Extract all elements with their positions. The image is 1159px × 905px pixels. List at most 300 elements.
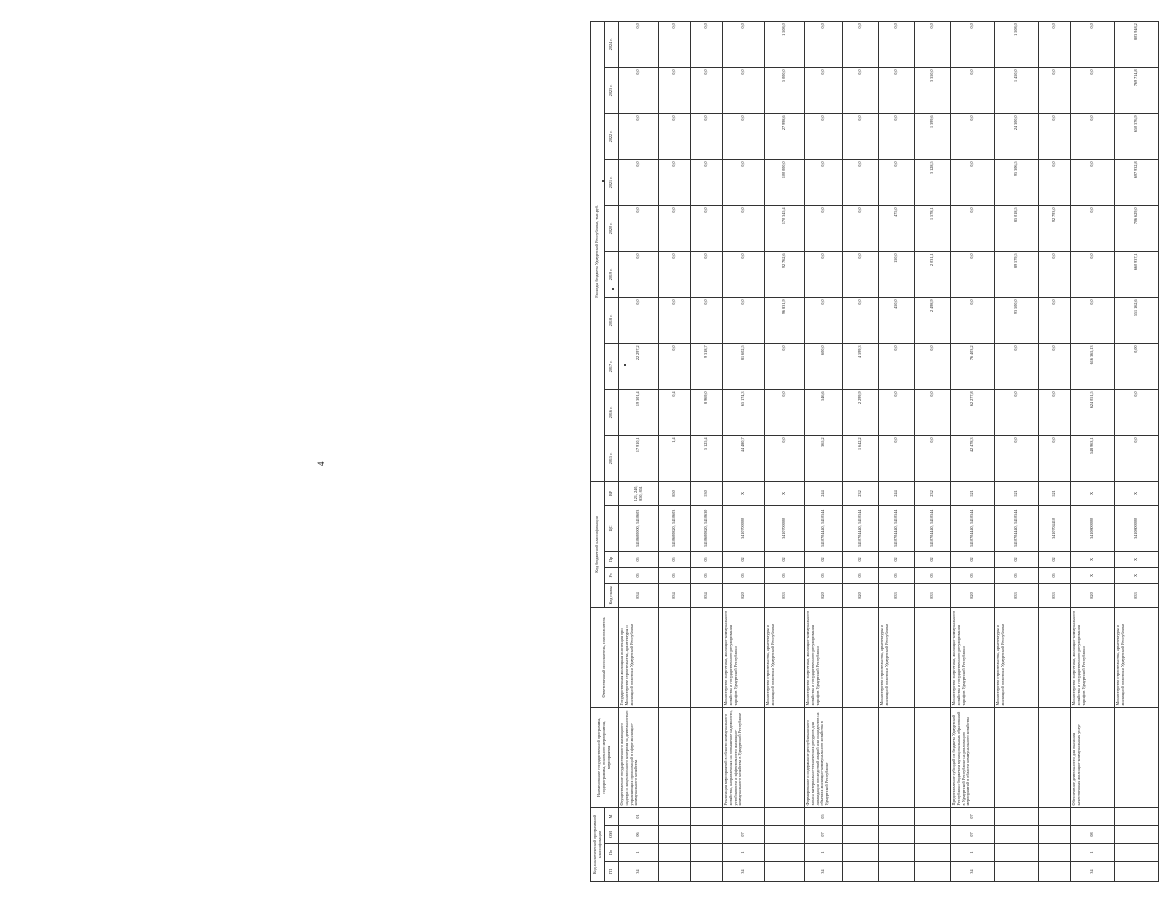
table-row <box>995 21 1039 881</box>
table-row <box>805 21 843 881</box>
cell-grbs: 820 <box>843 583 879 607</box>
cell-expense: 2 498,9 <box>915 297 951 343</box>
table-row <box>879 21 915 881</box>
table-row <box>765 21 805 881</box>
cell-expense: 0,0 <box>915 343 951 389</box>
cell-expense: 0,0 <box>805 21 843 67</box>
cell-expense: 0,0 <box>659 251 691 297</box>
header-responsible: Ответственный исполнитель, соисполнитель <box>591 607 619 707</box>
cell-grbs: 833 <box>1039 583 1071 607</box>
cell-expense: 0,0 <box>951 205 995 251</box>
cell-grbs: 833 <box>1115 583 1159 607</box>
cell-expense: 0,0 <box>805 67 843 113</box>
cell-expense: 0,0 <box>691 297 723 343</box>
cell-expense: 0,0 <box>691 113 723 159</box>
cell-grbs: 834 <box>691 583 723 607</box>
cell-om <box>659 826 691 844</box>
cell-expense: 450,0 <box>879 297 915 343</box>
cell-resp: Министерство строительства, архитектуры и жилищной политики Удмуртской Республики <box>1115 607 1159 707</box>
cell-grbs: 833 <box>765 583 805 607</box>
budget-table <box>590 21 1159 882</box>
cell-resp: Министерство строительства, архитектуры и жилищной политики Удмуртской Республики <box>879 607 915 707</box>
header-pp: Пп <box>605 844 619 862</box>
cell-vr: 244 <box>805 481 843 505</box>
header-program-code: Код аналитической программной классификации <box>591 807 605 881</box>
cell-cs: 3410704440, 3410544 <box>879 505 915 551</box>
cell-cs: 3410800000 <box>1071 505 1115 551</box>
cell-expense: 365,2 <box>805 435 843 481</box>
cell-pr: 02 <box>765 551 805 567</box>
table-row <box>659 21 691 881</box>
cell-cs: 3410704440, 3410544 <box>843 505 879 551</box>
header-year: 2024 г. <box>605 21 619 67</box>
cell-om <box>1115 826 1159 844</box>
cell-resp <box>1039 607 1071 707</box>
cell-expense: 0,0 <box>915 21 951 67</box>
cell-expense: 0,0 <box>951 251 995 297</box>
cell-vr: 850 <box>659 481 691 505</box>
table-row <box>1071 21 1115 881</box>
cell-rz: 05 <box>691 567 723 583</box>
cell-expense: 0,0 <box>659 205 691 251</box>
cell-pp <box>691 844 723 862</box>
cell-expense: 0,0 <box>1071 67 1115 113</box>
cell-om: 06 <box>619 826 659 844</box>
cell-name: Обеспечение деятельности для оказания качественных жилищно-коммунальных услуг <box>1071 707 1115 807</box>
cell-resp: Государственная жилищная инспекция при Министерстве строительства, архитектуры и жилищной политики Удмуртской Республики <box>619 607 659 707</box>
cell-rz: X <box>1071 567 1115 583</box>
cell-expense: 62 277,8 <box>951 389 995 435</box>
cell-pp: 1 <box>723 844 765 862</box>
cell-expense: 0,0 <box>619 113 659 159</box>
cell-resp <box>659 607 691 707</box>
cell-gp: 34 <box>1071 862 1115 882</box>
cell-expense: 0,0 <box>915 389 951 435</box>
cell-expense: 0,0 <box>995 343 1039 389</box>
header-om: ОМ <box>605 826 619 844</box>
cell-expense: 551 162,6 <box>1115 297 1159 343</box>
cell-name <box>843 707 879 807</box>
cell-expense: 548 963,1 <box>1071 435 1115 481</box>
cell-expense: 0,0 <box>879 435 915 481</box>
cell-expense: 0,0 <box>1039 21 1071 67</box>
cell-vr: 521 <box>1039 481 1071 505</box>
cell-grbs: 820 <box>805 583 843 607</box>
cell-expense: 0,0 <box>691 21 723 67</box>
cell-m <box>843 807 879 825</box>
cell-vr: 244 <box>879 481 915 505</box>
cell-expense: 0,0 <box>619 159 659 205</box>
cell-name <box>659 707 691 807</box>
cell-cs: 3410704410 <box>1039 505 1071 551</box>
cell-expense: 0,0 <box>1039 159 1071 205</box>
cell-m <box>659 807 691 825</box>
cell-cs: 3410600000, 3410603 <box>619 505 659 551</box>
cell-expense: 96 831,9 <box>765 297 805 343</box>
cell-expense: 1 578,1 <box>915 205 951 251</box>
cell-expense: 0,0 <box>723 67 765 113</box>
cell-expense: 17 910,1 <box>619 435 659 481</box>
cell-expense: 9 318,7 <box>691 343 723 389</box>
cell-expense: 0,0 <box>1071 297 1115 343</box>
cell-m <box>995 807 1039 825</box>
cell-m <box>723 807 765 825</box>
cell-expense: 0,0 <box>1039 435 1071 481</box>
header-year: 2016 г. <box>605 389 619 435</box>
cell-pp: 1 <box>951 844 995 862</box>
cell-om: 07 <box>723 826 765 844</box>
cell-expense: 1,4 <box>659 435 691 481</box>
cell-expense: 1 450,0 <box>995 67 1039 113</box>
cell-expense: 5 000,0 <box>765 67 805 113</box>
cell-expense: 0,0 <box>659 21 691 67</box>
cell-cs: 3410800000 <box>1115 505 1159 551</box>
cell-expense: 42 478,3 <box>951 435 995 481</box>
cell-expense: 0,4 <box>659 389 691 435</box>
cell-pp <box>1039 844 1071 862</box>
cell-gp <box>843 862 879 882</box>
cell-rz: 05 <box>843 567 879 583</box>
cell-expense: 0,0 <box>805 251 843 297</box>
cell-gp: 34 <box>619 862 659 882</box>
cell-expense: 0,0 <box>843 297 879 343</box>
cell-pr: X <box>1115 551 1159 567</box>
cell-gp <box>915 862 951 882</box>
cell-expense: 0,0 <box>1071 21 1115 67</box>
cell-expense: 44 480,7 <box>723 435 765 481</box>
cell-rz: 05 <box>659 567 691 583</box>
cell-name: Осуществление государственного жилищного надзора и лицензионного контроля за деятельностью управляющих организаций в сфере жилищно-коммунального хозяйства <box>619 707 659 807</box>
cell-expense: 0,0 <box>843 251 879 297</box>
cell-resp <box>843 607 879 707</box>
cell-pp <box>879 844 915 862</box>
cell-expense: 706 629,0 <box>1115 205 1159 251</box>
cell-expense: 81 602,5 <box>723 343 765 389</box>
cell-name <box>995 707 1039 807</box>
cell-resp <box>691 607 723 707</box>
cell-rz: 05 <box>805 567 843 583</box>
cell-expense: 0,0 <box>765 435 805 481</box>
cell-expense: 0,0 <box>723 205 765 251</box>
cell-expense: 616 365,13 <box>1071 343 1115 389</box>
header-rz: Рз <box>605 567 619 583</box>
cell-grbs: 820 <box>951 583 995 607</box>
cell-om: 07 <box>951 826 995 844</box>
cell-expense: 0,0 <box>691 251 723 297</box>
cell-expense: 24 300,0 <box>995 113 1039 159</box>
cell-vr: 232 <box>843 481 879 505</box>
cell-pr: 02 <box>915 551 951 567</box>
cell-expense: 600,0 <box>805 343 843 389</box>
header-gp: ГП <box>605 862 619 882</box>
cell-expense: 0,0 <box>723 297 765 343</box>
cell-pr: 02 <box>805 551 843 567</box>
cell-expense: 0,0 <box>723 21 765 67</box>
cell-expense: 0,0 <box>1039 113 1071 159</box>
cell-rz: 05 <box>1039 567 1071 583</box>
cell-pp <box>1115 844 1159 862</box>
cell-expense: 650 376,9 <box>1115 113 1159 159</box>
cell-om <box>995 826 1039 844</box>
header-vr: ВР <box>605 481 619 505</box>
cell-resp: Министерство энергетики, жилищно-коммунального хозяйства и государственного регулирования тарифов Удмуртской Республики <box>805 607 843 707</box>
table-row <box>951 21 995 881</box>
cell-m <box>879 807 915 825</box>
cell-expense: 0,0 <box>1039 389 1071 435</box>
cell-expense: 0,0 <box>1071 251 1115 297</box>
header-year: 2019 г. <box>605 251 619 297</box>
cell-expense: 546,6 <box>805 389 843 435</box>
header-name: Наименование государственной программы, подпрограммы, основного мероприятия, мероприятия <box>591 707 619 807</box>
cell-gp <box>659 862 691 882</box>
cell-expense: 0,0 <box>691 159 723 205</box>
cell-resp: Министерство энергетики, жилищно-коммунального хозяйства и государственного регулирования тарифов Удмуртской Республики <box>951 607 995 707</box>
cell-expense: 0,0 <box>659 343 691 389</box>
cell-grbs: 820 <box>723 583 765 607</box>
header-year: 2022 г. <box>605 113 619 159</box>
cell-expense: 0,0 <box>1071 159 1115 205</box>
header-year: 2021 г. <box>605 159 619 205</box>
cell-expense: 769 714,8 <box>1115 67 1159 113</box>
cell-om <box>765 826 805 844</box>
cell-m <box>915 807 951 825</box>
cell-om <box>691 826 723 844</box>
cell-vr: X <box>723 481 765 505</box>
cell-expense: 0,0 <box>805 297 843 343</box>
cell-gp: 34 <box>951 862 995 882</box>
cell-expense: 3 350,0 <box>915 67 951 113</box>
cell-m: 05 <box>805 807 843 825</box>
cell-expense: 8 969,0 <box>691 389 723 435</box>
cell-pp: 1 <box>1071 844 1115 862</box>
cell-expense: 1 642,2 <box>843 435 879 481</box>
cell-expense: 0,00 <box>1115 343 1159 389</box>
cell-name <box>1115 707 1159 807</box>
table-body <box>619 21 1159 881</box>
cell-rz: 05 <box>995 567 1039 583</box>
cell-vr: X <box>1071 481 1115 505</box>
cell-expense: 1 399,6 <box>915 113 951 159</box>
cell-expense: 475,0 <box>879 205 915 251</box>
cell-expense: 170 345,4 <box>765 205 805 251</box>
cell-grbs: 834 <box>619 583 659 607</box>
cell-expense: 0,0 <box>843 159 879 205</box>
cell-expense: 0,0 <box>765 389 805 435</box>
cell-expense: 0,0 <box>619 251 659 297</box>
cell-expense: 0,0 <box>805 159 843 205</box>
cell-m <box>691 807 723 825</box>
header-grbs: Код главы <box>605 583 619 607</box>
header-year: 2020 г. <box>605 205 619 251</box>
cell-expense: 0,0 <box>1039 67 1071 113</box>
table-row <box>619 21 659 881</box>
cell-expense: 1 508,0 <box>765 21 805 67</box>
cell-m <box>1071 807 1115 825</box>
cell-expense: 624 051,5 <box>1071 389 1115 435</box>
page-number: 4 <box>316 461 326 466</box>
cell-expense: 0,0 <box>843 113 879 159</box>
cell-pp <box>995 844 1039 862</box>
cell-expense: 0,0 <box>619 205 659 251</box>
cell-expense: 65 174,3 <box>723 389 765 435</box>
cell-expense: 0,0 <box>951 67 995 113</box>
cell-expense: 0,0 <box>995 389 1039 435</box>
cell-cs: 3410704440, 3410544 <box>805 505 843 551</box>
cell-pp <box>915 844 951 862</box>
cell-vr: X <box>765 481 805 505</box>
table-row <box>723 21 765 881</box>
cell-rz: X <box>1115 567 1159 583</box>
cell-gp <box>1115 862 1159 882</box>
cell-cs: 3410704440, 3410544 <box>995 505 1039 551</box>
cell-name: Формирование и содержание республиканского запаса материально-технических ресурсов для ликвидации последствий аварий или инцидентов на объектах жилищно-коммунального хозяйства в Удмуртской Республике <box>805 707 843 807</box>
cell-expense: 0,0 <box>1039 251 1071 297</box>
cell-expense: 0,0 <box>879 389 915 435</box>
cell-rz: 05 <box>951 567 995 583</box>
header-expenses: Расходы бюджета Удмуртской Республики, тыс.руб. <box>591 21 605 481</box>
cell-vr: X <box>1115 481 1159 505</box>
cell-expense: 0,0 <box>1071 113 1115 159</box>
cell-cs: 3410704440, 3410544 <box>915 505 951 551</box>
cell-cs: 3410600820, 3410630 <box>691 505 723 551</box>
header-year: 2017 г. <box>605 343 619 389</box>
cell-gp <box>879 862 915 882</box>
cell-expense: 0,0 <box>805 205 843 251</box>
cell-pp <box>765 844 805 862</box>
cell-expense: 0,0 <box>843 21 879 67</box>
cell-vr: 121, 240, 850, 851 <box>619 481 659 505</box>
cell-expense: 0,0 <box>843 205 879 251</box>
cell-grbs: 833 <box>879 583 915 607</box>
cell-name <box>691 707 723 807</box>
cell-expense: 19 301,4 <box>619 389 659 435</box>
cell-vr: 521 <box>995 481 1039 505</box>
cell-expense: 92 762,6 <box>765 251 805 297</box>
cell-expense: 0,0 <box>995 435 1039 481</box>
cell-expense: 660 937,1 <box>1115 251 1159 297</box>
cell-expense: 0,0 <box>619 67 659 113</box>
cell-expense: 0,0 <box>1115 389 1159 435</box>
cell-cs: 3410704440, 3410544 <box>951 505 995 551</box>
cell-cs: 3410700000 <box>765 505 805 551</box>
cell-expense: 3 128,5 <box>915 159 951 205</box>
cell-expense: 0,0 <box>723 251 765 297</box>
cell-expense: 2 031,1 <box>915 251 951 297</box>
header-pr: Пр <box>605 551 619 567</box>
cell-pr: 02 <box>843 551 879 567</box>
cell-expense: 0,0 <box>1115 435 1159 481</box>
cell-om <box>879 826 915 844</box>
cell-pr: 05 <box>659 551 691 567</box>
table-row <box>915 21 951 881</box>
cell-expense: 92 793,0 <box>1039 205 1071 251</box>
rotated-table-container <box>590 22 1150 882</box>
table-row <box>1039 21 1071 881</box>
cell-expense: 0,0 <box>951 297 995 343</box>
cell-name: Предоставление субсидий из бюджета Удмуртской Республики бюджетам муниципальных образований в Удмуртской Республике на реализацию мероприятий в области коммунального хозяйства <box>951 707 995 807</box>
cell-expense: 0,0 <box>691 67 723 113</box>
cell-expense: 0,0 <box>879 343 915 389</box>
cell-expense: 0,0 <box>951 21 995 67</box>
cell-expense: 95 306,5 <box>995 159 1039 205</box>
cell-expense: 803 948,2 <box>1115 21 1159 67</box>
cell-expense: 0,0 <box>879 159 915 205</box>
cell-expense: 0,0 <box>951 113 995 159</box>
cell-pp: 1 <box>805 844 843 862</box>
cell-expense: 100 000,0 <box>765 159 805 205</box>
cell-vr: 232 <box>915 481 951 505</box>
cell-name <box>879 707 915 807</box>
cell-cs: 3410600820, 3410603 <box>659 505 691 551</box>
cell-expense: 0,0 <box>765 343 805 389</box>
cell-gp <box>995 862 1039 882</box>
header-year: 2015 г. <box>605 435 619 481</box>
cell-om: 07 <box>805 826 843 844</box>
cell-pr: X <box>1071 551 1115 567</box>
cell-expense: 5 125,4 <box>691 435 723 481</box>
header-budget-code: Код бюджетной классификации <box>591 481 605 607</box>
cell-m <box>1039 807 1071 825</box>
cell-cs: 3410700000 <box>723 505 765 551</box>
cell-expense: 0,0 <box>659 159 691 205</box>
cell-expense: 0,0 <box>1039 297 1071 343</box>
cell-expense: 0,0 <box>879 67 915 113</box>
cell-name <box>915 707 951 807</box>
cell-m: 01 <box>619 807 659 825</box>
cell-om <box>1039 826 1071 844</box>
cell-name <box>765 707 805 807</box>
cell-expense: 0,0 <box>659 67 691 113</box>
header-cs: ЦС <box>605 505 619 551</box>
header-year: 2023 г. <box>605 67 619 113</box>
cell-rz: 05 <box>765 567 805 583</box>
cell-vr: 530 <box>691 481 723 505</box>
cell-m <box>1115 807 1159 825</box>
cell-expense: 0,0 <box>691 205 723 251</box>
cell-pr: 02 <box>723 551 765 567</box>
cell-expense: 85 018,5 <box>995 205 1039 251</box>
cell-pr: 02 <box>879 551 915 567</box>
cell-expense: 0,0 <box>1039 343 1071 389</box>
cell-pr: 05 <box>619 551 659 567</box>
cell-grbs: 820 <box>1071 583 1115 607</box>
cell-expense: 0,0 <box>723 159 765 205</box>
cell-resp: Министерство энергетики, жилищно-коммунального хозяйства и государственного регулирования тарифов Удмуртской Республики <box>723 607 765 707</box>
cell-name <box>1039 707 1071 807</box>
cell-expense: 22 297,2 <box>619 343 659 389</box>
cell-om <box>843 826 879 844</box>
table-row <box>691 21 723 881</box>
cell-expense: 697 932,8 <box>1115 159 1159 205</box>
cell-grbs: 833 <box>995 583 1039 607</box>
cell-expense: 0,0 <box>659 113 691 159</box>
cell-expense: 0,0 <box>723 113 765 159</box>
cell-expense: 76 403,2 <box>951 343 995 389</box>
header-m: М <box>605 807 619 825</box>
cell-pp <box>659 844 691 862</box>
cell-pr: 02 <box>1039 551 1071 567</box>
cell-pr: 02 <box>995 551 1039 567</box>
cell-om <box>915 826 951 844</box>
cell-rz: 05 <box>879 567 915 583</box>
cell-rz: 05 <box>619 567 659 583</box>
cell-pr: 02 <box>951 551 995 567</box>
cell-gp: 34 <box>805 862 843 882</box>
cell-grbs: 833 <box>915 583 951 607</box>
cell-pp: 1 <box>619 844 659 862</box>
cell-name: Реализация мероприятий в области коммунального хозяйства, направленных на повышение надежности, устойчивости и эффективности жилищно-коммунального хозяйства в Удмуртской Республике <box>723 707 765 807</box>
cell-resp: Министерство строительства, архитектуры и жилищной политики Удмуртской Республики <box>995 607 1039 707</box>
